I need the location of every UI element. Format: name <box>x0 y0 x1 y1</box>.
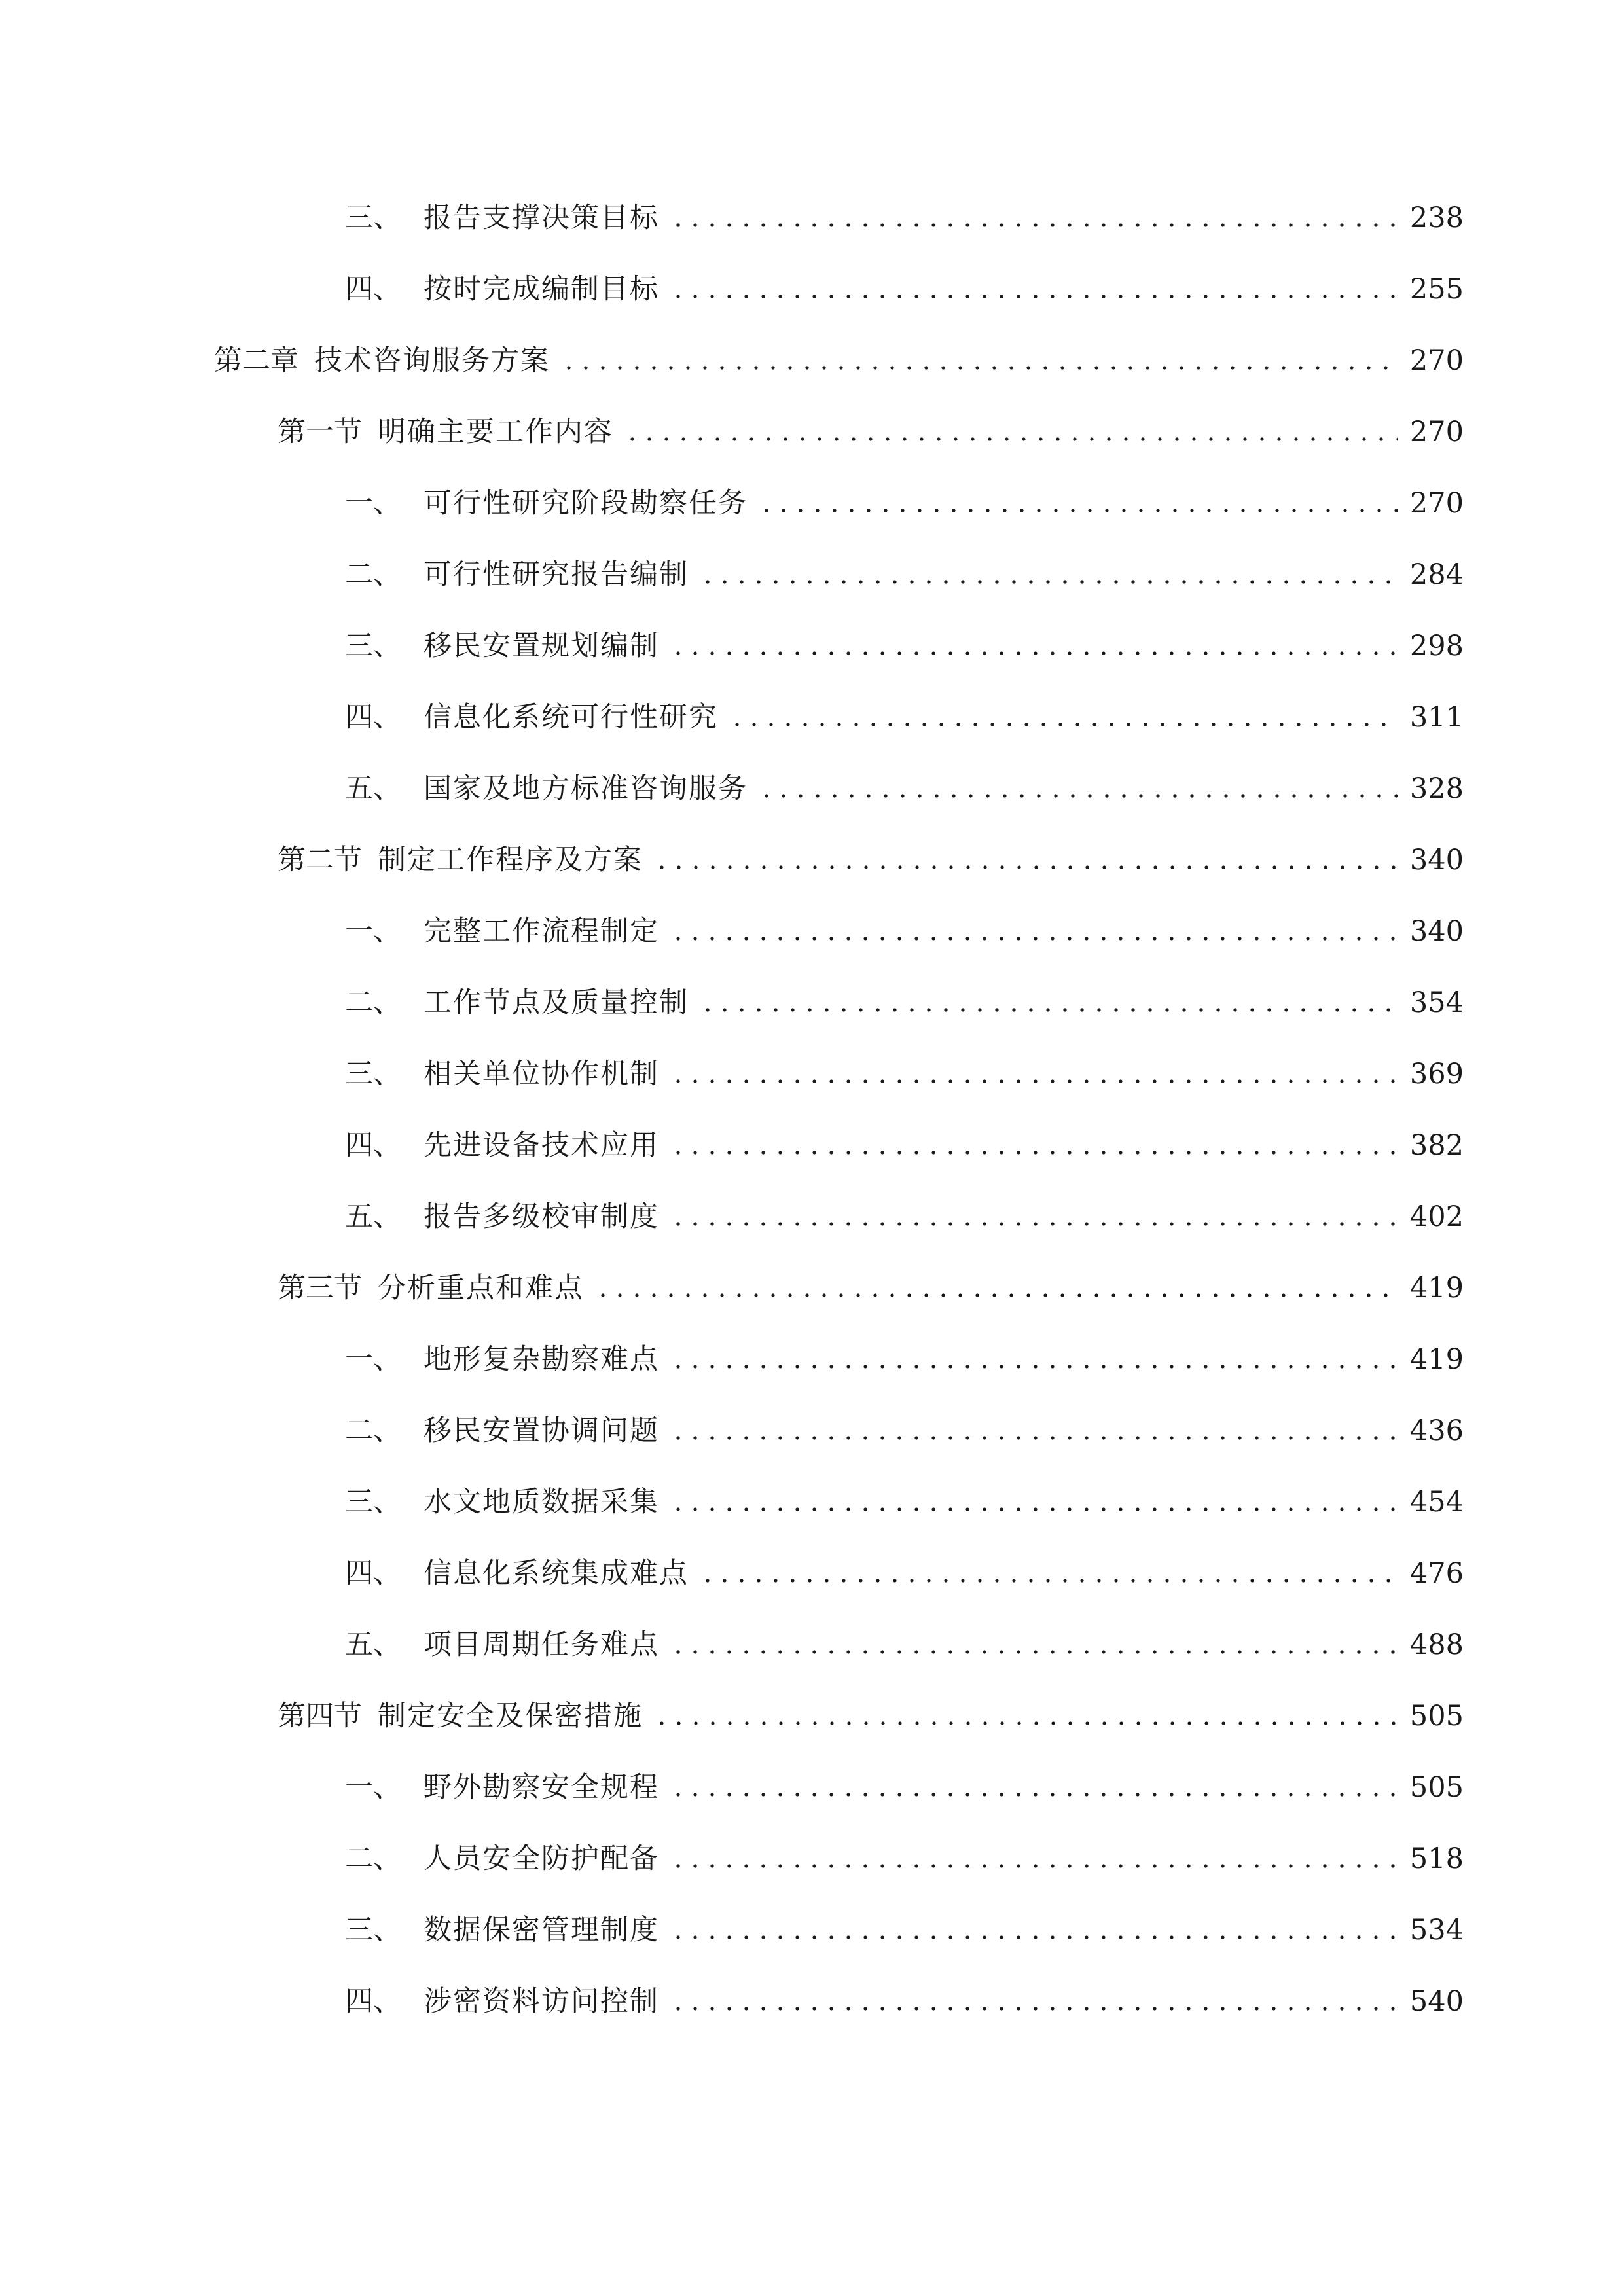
toc-entry-page: 328 <box>1409 772 1464 805</box>
toc-entry-number: 三、 <box>345 1486 401 1518</box>
toc-section-entry[interactable] <box>278 409 1464 455</box>
toc-entry[interactable] <box>345 195 1464 241</box>
toc-entry-page: 354 <box>1409 986 1464 1019</box>
toc-entry-number: 第一节 <box>278 416 362 448</box>
toc-section-entry[interactable] <box>278 1265 1464 1311</box>
toc-entry-number: 二、 <box>345 558 401 591</box>
toc-entry-page: 505 <box>1409 1700 1464 1732</box>
dot-leader <box>758 509 1398 512</box>
toc-entry-number: 一、 <box>345 487 401 520</box>
dot-leader <box>670 1793 1398 1797</box>
dot-leader <box>670 1864 1398 1868</box>
toc-entry-page: 488 <box>1409 1628 1464 1661</box>
dot-leader <box>653 1721 1398 1725</box>
toc-entry-number: 三、 <box>345 630 401 662</box>
toc-entry-page: 270 <box>1409 344 1464 377</box>
toc-entry-number: 第三节 <box>278 1272 362 1304</box>
toc-entry-page: 540 <box>1409 1985 1464 2018</box>
toc-entry-page: 505 <box>1409 1771 1464 1804</box>
toc-entry-page: 454 <box>1409 1486 1464 1518</box>
toc-entry-page: 518 <box>1409 1842 1464 1875</box>
dot-leader <box>729 723 1398 726</box>
toc-entry-title: 按时完成编制目标 <box>424 273 659 306</box>
toc-entry-title: 分析重点和难点 <box>378 1272 584 1304</box>
toc-entry[interactable] <box>345 480 1464 526</box>
toc-entry-title: 涉密资料访问控制 <box>424 1985 659 2018</box>
toc-entry-number: 一、 <box>345 1343 401 1376</box>
dot-leader <box>699 1579 1398 1583</box>
dot-leader <box>670 1365 1398 1369</box>
toc-entry[interactable] <box>345 1907 1464 1953</box>
toc-entry[interactable] <box>345 1479 1464 1525</box>
dot-leader <box>560 366 1398 370</box>
toc-entry-title: 报告支撑决策目标 <box>424 202 659 234</box>
toc-entry-page: 270 <box>1409 416 1464 448</box>
toc-entry-title: 移民安置规划编制 <box>424 630 659 662</box>
dot-leader <box>670 651 1398 655</box>
dot-leader <box>758 794 1398 798</box>
toc-entry[interactable] <box>345 1194 1464 1240</box>
toc-entry-number: 五、 <box>345 772 401 805</box>
toc-entry[interactable] <box>345 1122 1464 1168</box>
toc-entry-number: 五、 <box>345 1200 401 1233</box>
toc-entry-title: 人员安全防护配备 <box>424 1842 659 1875</box>
toc-entry-page: 419 <box>1409 1272 1464 1304</box>
toc-entry-page: 298 <box>1409 630 1464 662</box>
dot-leader <box>699 1008 1398 1012</box>
toc-entry-number: 第四节 <box>278 1700 362 1732</box>
toc-entry[interactable] <box>345 908 1464 954</box>
toc-chapter-entry[interactable] <box>214 338 1464 384</box>
toc-entry-number: 一、 <box>345 1771 401 1804</box>
toc-entry-title: 可行性研究阶段勘察任务 <box>424 487 748 520</box>
toc-entry[interactable] <box>345 766 1464 812</box>
toc-entry[interactable] <box>345 980 1464 1026</box>
toc-entry-title: 技术咨询服务方案 <box>314 344 550 377</box>
toc-entry-title: 地形复杂勘察难点 <box>424 1343 659 1376</box>
dot-leader <box>624 437 1398 441</box>
toc-entry-title: 信息化系统可行性研究 <box>424 701 718 734</box>
toc-entry-title: 国家及地方标准咨询服务 <box>424 772 748 805</box>
dot-leader <box>594 1293 1398 1297</box>
toc-entry-page: 311 <box>1409 701 1464 734</box>
toc-entry-number: 四、 <box>345 1129 401 1162</box>
toc-entry-page: 238 <box>1409 202 1464 234</box>
dot-leader <box>670 1935 1398 1939</box>
toc-entry-page: 340 <box>1409 915 1464 948</box>
toc-entry[interactable] <box>345 1836 1464 1882</box>
toc-entry-page: 340 <box>1409 844 1464 876</box>
toc-entry[interactable] <box>345 1765 1464 1810</box>
dot-leader <box>670 1650 1398 1654</box>
toc-entry-number: 二、 <box>345 1414 401 1447</box>
dot-leader <box>699 580 1398 584</box>
toc-entry-number: 三、 <box>345 1058 401 1090</box>
toc-entry[interactable] <box>345 623 1464 669</box>
toc-entry-page: 270 <box>1409 487 1464 520</box>
toc-entry-title: 报告多级校审制度 <box>424 1200 659 1233</box>
toc-entry-page: 402 <box>1409 1200 1464 1233</box>
dot-leader <box>670 1436 1398 1440</box>
toc-entry-number: 五、 <box>345 1628 401 1661</box>
toc-entry-page: 369 <box>1409 1058 1464 1090</box>
toc-entry-title: 数据保密管理制度 <box>424 1914 659 1946</box>
dot-leader <box>670 1222 1398 1226</box>
toc-entry-title: 先进设备技术应用 <box>424 1129 659 1162</box>
toc-entry[interactable] <box>345 1979 1464 2024</box>
toc-entry[interactable] <box>345 552 1464 598</box>
toc-entry-page: 476 <box>1409 1557 1464 1590</box>
toc-entry-title: 完整工作流程制定 <box>424 915 659 948</box>
toc-entry-page: 255 <box>1409 273 1464 306</box>
toc-entry-number: 三、 <box>345 202 401 234</box>
toc-entry[interactable] <box>345 266 1464 312</box>
toc-section-entry[interactable] <box>278 837 1464 883</box>
dot-leader <box>670 1079 1398 1083</box>
toc-entry-number: 第二章 <box>214 344 298 377</box>
toc-entry-number: 二、 <box>345 1842 401 1875</box>
toc-entry-number: 第二节 <box>278 844 362 876</box>
toc-section-entry[interactable] <box>278 1693 1464 1739</box>
toc-entry-title: 相关单位协作机制 <box>424 1058 659 1090</box>
toc-entry-page: 284 <box>1409 558 1464 591</box>
toc-entry-page: 534 <box>1409 1914 1464 1946</box>
dot-leader <box>670 1507 1398 1511</box>
dot-leader <box>653 865 1398 869</box>
toc-entry[interactable] <box>345 1336 1464 1382</box>
toc-entry-page: 419 <box>1409 1343 1464 1376</box>
toc-entry-title: 移民安置协调问题 <box>424 1414 659 1447</box>
dot-leader <box>670 295 1398 298</box>
toc-entry[interactable] <box>345 1051 1464 1097</box>
toc-entry-title: 制定工作程序及方案 <box>378 844 643 876</box>
toc-entry[interactable] <box>345 694 1464 740</box>
toc-entry-number: 三、 <box>345 1914 401 1946</box>
toc-entry[interactable] <box>345 1551 1464 1596</box>
toc-entry-title: 野外勘察安全规程 <box>424 1771 659 1804</box>
toc-entry-number: 一、 <box>345 915 401 948</box>
toc-entry-number: 四、 <box>345 701 401 734</box>
toc-entry-title: 项目周期任务难点 <box>424 1628 659 1661</box>
toc-entry-title: 可行性研究报告编制 <box>424 558 689 591</box>
toc-entry-title: 信息化系统集成难点 <box>424 1557 689 1590</box>
toc-entry-number: 四、 <box>345 1557 401 1590</box>
toc-entry[interactable] <box>345 1408 1464 1454</box>
toc-entry-title: 明确主要工作内容 <box>378 416 613 448</box>
toc-entry-number: 四、 <box>345 273 401 306</box>
toc-entry-page: 436 <box>1409 1414 1464 1447</box>
toc-entry-title: 工作节点及质量控制 <box>424 986 689 1019</box>
toc-entry-title: 制定安全及保密措施 <box>378 1700 643 1732</box>
toc-entry-page: 382 <box>1409 1129 1464 1162</box>
toc-entry-title: 水文地质数据采集 <box>424 1486 659 1518</box>
dot-leader <box>670 2007 1398 2011</box>
toc-entry-number: 四、 <box>345 1985 401 2018</box>
dot-leader <box>670 1151 1398 1155</box>
dot-leader <box>670 937 1398 941</box>
toc-entry-number: 二、 <box>345 986 401 1019</box>
dot-leader <box>670 223 1398 227</box>
toc-entry[interactable] <box>345 1622 1464 1668</box>
